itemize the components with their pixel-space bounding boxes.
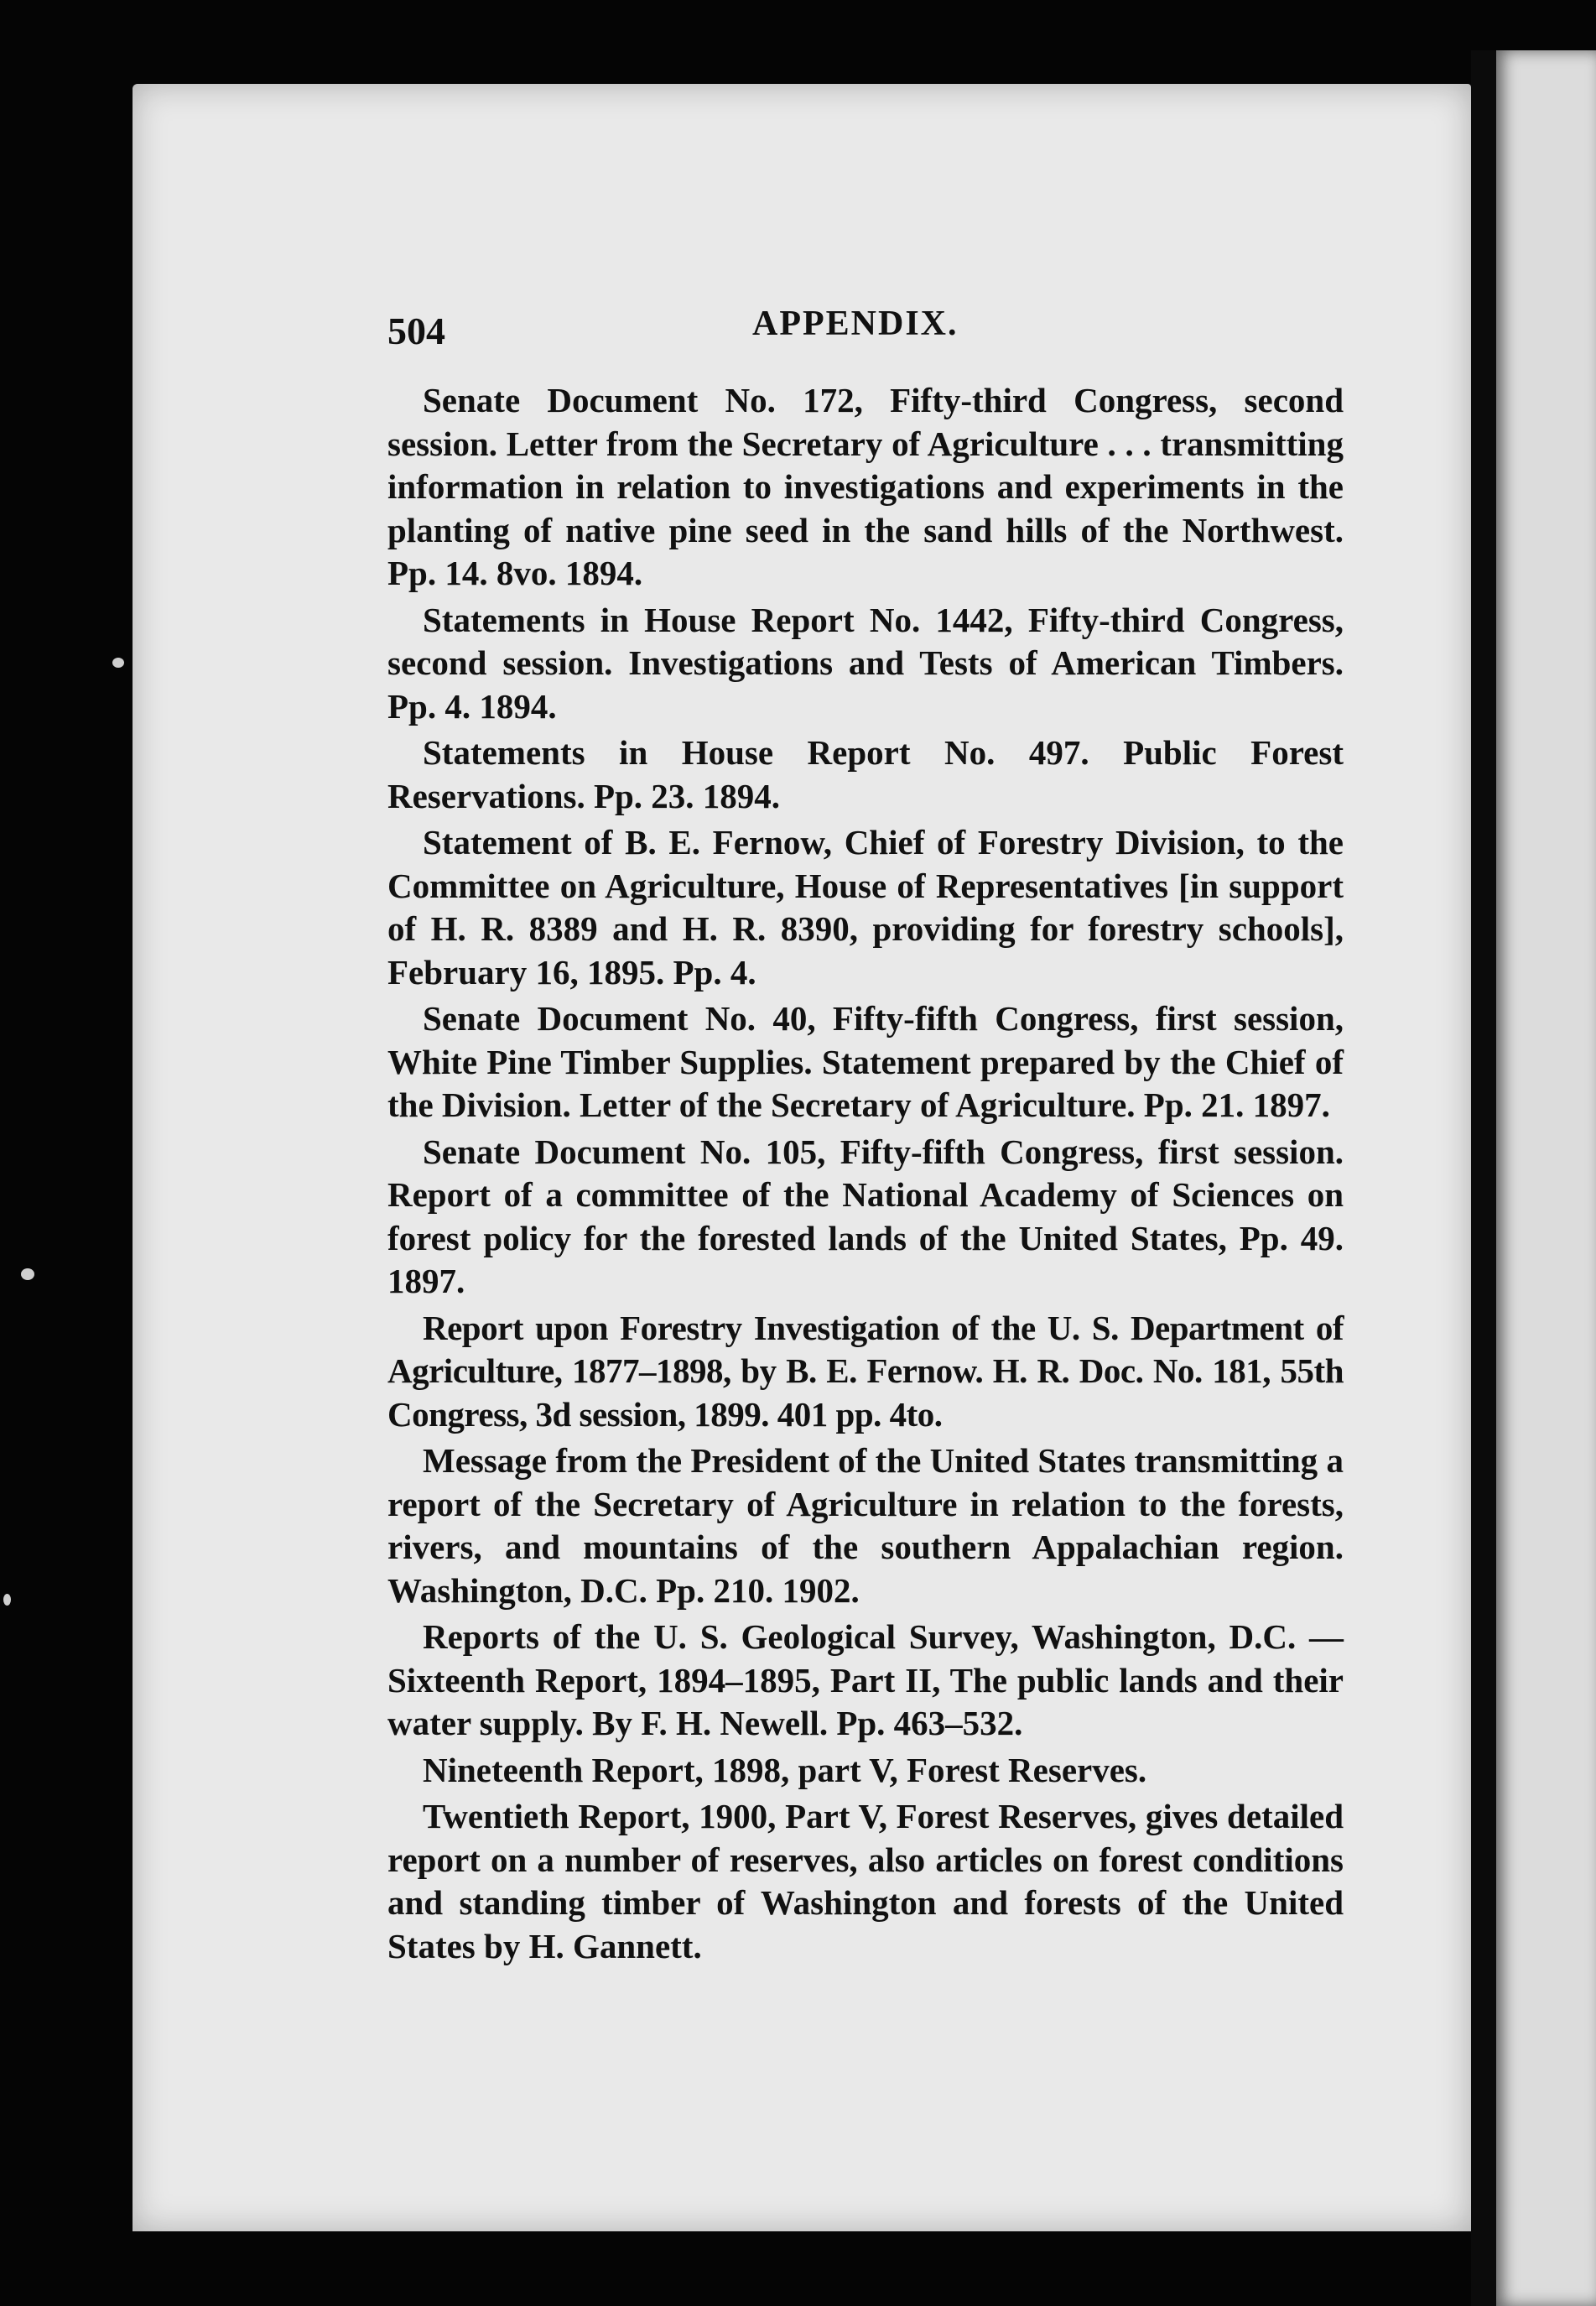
bibliography-entry: Message from the President of the United States transmitting a report of the Secretary of Agriculture in relation to the forests, rivers, and mountains of the southern Appalachian region. Washington, D.C. Pp. 210. 1902. [387, 1441, 1344, 1610]
bibliography-entry: Statement of B. E. Fernow, Chief of Forestry Division, to the Committee on Agriculture, House of Representatives [in support of H. R. 8389 and H. R. 8390, providing for forestry schools], February 16, 1895. Pp. 4. [387, 823, 1344, 992]
scan-speck [3, 1594, 11, 1606]
bibliography-entry: Twentieth Report, 1900, Part V, Forest Reserves, gives detailed report on a number of reserves, also articles on forest conditions and standing timber of Washington and forests of the United States by H. Gannett. [387, 1797, 1344, 1965]
page-number: 504 [387, 310, 445, 352]
facing-page-edge [1496, 50, 1596, 2306]
bibliography-entry [387, 1616, 1344, 1746]
bibliography-entry: Senate Document No. 105, Fifty-fifth Congress, first session. Report of a committee of the National Academy of Sciences on forest policy for the forested lands of the United States, Pp. 49. 1897. [387, 1132, 1344, 1300]
book-gutter [1471, 50, 1496, 2306]
running-head: APPENDIX. [752, 305, 959, 343]
bibliography-entry: Nineteenth Report, 1898, part V, Forest Reserves. [423, 1750, 1147, 1789]
series-entry-text: Washington, D.C. — Sixteenth Report, 1894–1895, Part II, The public lands and their water supply. By F. H. Newell. Pp. 463–532. [387, 1617, 1344, 1742]
bibliography-entry: Report upon Forestry Investigation of the U. S. Department of Agriculture, 1877–1898, by B. E. Fernow. H. R. Doc. No. 181, 55th Congress, 3d session, 1899. 401 pp. 4to. [387, 1308, 1344, 1434]
page-header [387, 304, 1344, 362]
bibliography-entry: Senate Document No. 40, Fifty-fifth Congress, first session, White Pine Timber Supplies. Statement prepared by the Chief of the Division. Letter of the Secretary of Agriculture. Pp. 21. 1897. [387, 999, 1344, 1124]
bibliography-entry: Statements in House Report No. 1442, Fifty-third Congress, second session. Investigations and Tests of American Timbers. Pp. 4. 1894. [387, 600, 1344, 726]
bibliography-entry: Statements in House Report No. 497. Public Forest Reservations. Pp. 23. 1894. [387, 733, 1344, 815]
series-title: Reports of the U. S. Geological Survey, [423, 1617, 1019, 1656]
scan-speck [21, 1268, 34, 1280]
bibliography-list [387, 379, 1344, 1971]
scan-speck [112, 658, 124, 668]
bibliography-entry: Senate Document No. 172, Fifty-third Congress, second session. Letter from the Secretary of Agriculture . . . transmitting information in relation to investigations and experiments in the planting of native pine seed in the sand hills of the Northwest. Pp. 14. 8vo. 1894. [387, 381, 1344, 592]
